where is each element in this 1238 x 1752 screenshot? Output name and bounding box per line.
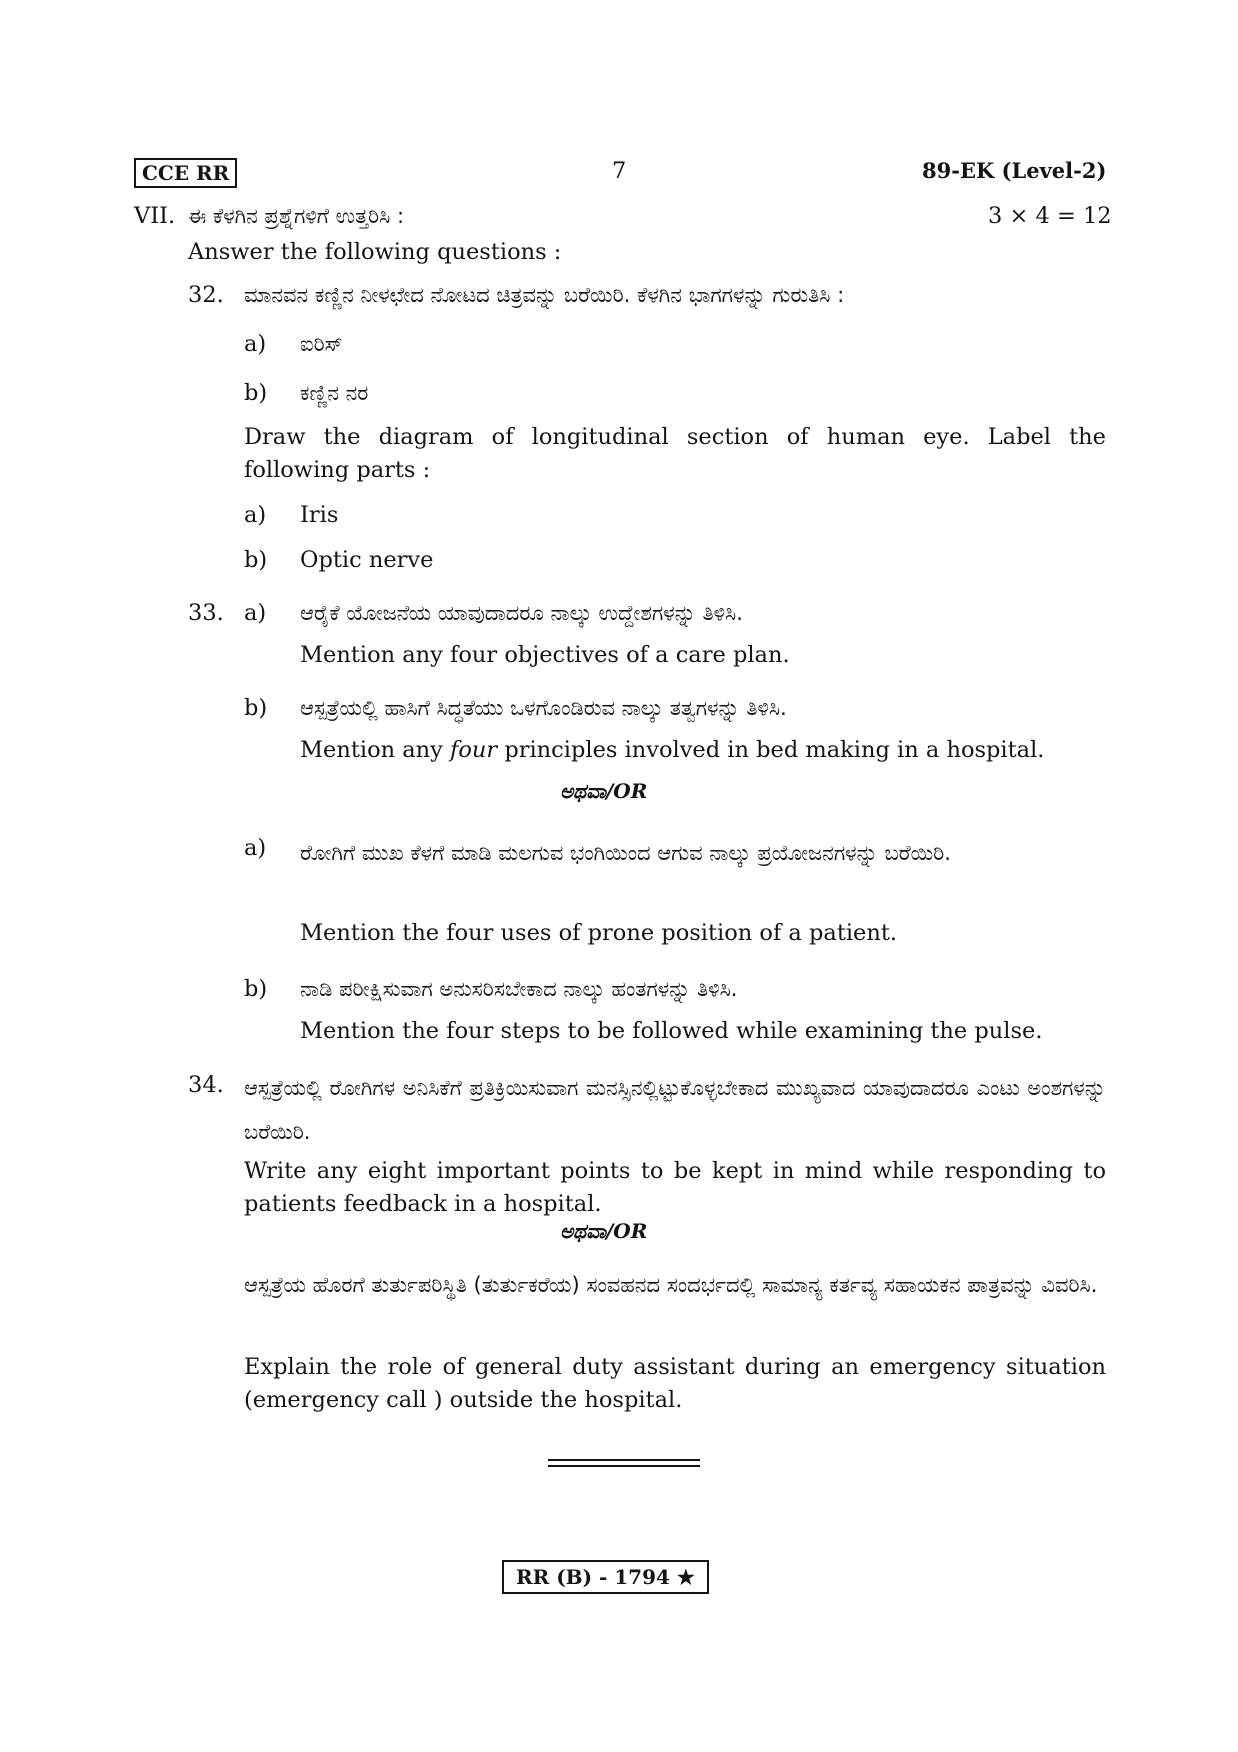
- q33-b-text-english: [300, 735, 1044, 765]
- header-left-code: CCE RR: [134, 158, 237, 188]
- q33-number: 33.: [188, 600, 224, 626]
- q33-b-text-english-pre: Mention any: [300, 737, 451, 763]
- q32-part-b-text-english: Optic nerve: [300, 547, 434, 573]
- q32-part-a-text-english: Iris: [300, 502, 339, 528]
- q33-a-text-kannada: ಆರೈಕೆ ಯೋಜನೆಯ ಯಾವುದಾದರೂ ನಾಲ್ಕು ಉದ್ದೇಶಗಳನ್ನು ತಿಳಿಸಿ.: [300, 601, 743, 625]
- q32-part-b-text-kannada: ಕಣ್ಣಿನ ನರ: [300, 381, 369, 405]
- section-number: VII.: [134, 203, 176, 229]
- q33-b-label: b): [244, 695, 268, 721]
- q33-or-separator: ಅಥವಾ/OR: [560, 779, 648, 803]
- q33-a-label: a): [244, 600, 267, 626]
- q33-alt-a-text-kannada: ರೋಗಿಗೆ ಮುಖ ಕೆಳಗೆ ಮಾಡಿ ಮಲಗುವ ಭಂಗಿಯಿಂದ ಆಗುವ ನಾಲ್ಕು ಪ್ರಯೋಜನಗಳನ್ನು ಬರೆಯಿರಿ.: [300, 841, 951, 865]
- q32-number: 32.: [188, 282, 224, 308]
- q33-b-text-english-italic: four: [450, 737, 498, 763]
- q33-alt-b-label: b): [244, 976, 268, 1002]
- q33-alt-b-text-english: Mention the four steps to be followed while examining the pulse.: [300, 1018, 1043, 1044]
- q32-part-a-label-english: a): [244, 502, 267, 528]
- footer-code: RR (B) - 1794 ★: [502, 1560, 709, 1594]
- q34-text-kannada: ಆಸ್ಪತ್ರೆಯಲ್ಲಿ ರೋಗಿಗಳ ಅನಿಸಿಕೆಗೆ ಪ್ರತಿಕ್ರಿಯಿಸುವಾಗ ಮನಸ್ಸಿನಲ್ಲಿಟ್ಟುಕೊಳ್ಳಬೇಕಾದ ಮುಖ್ಯವಾದ ಯಾವುದಾದರೂ ಎಂಟು ಅಂಶಗಳನ್ನು ಬರೆಯಿರಿ.: [244, 1076, 1106, 1144]
- q34-alt-text-kannada: ಆಸ್ಪತ್ರೆಯ ಹೊರಗೆ ತುರ್ತುಪರಿಸ್ಥಿತಿ (ತುರ್ತುಕರೆಯ) ಸಂವಹನದ ಸಂದರ್ಭದಲ್ಲಿ ಸಾಮಾನ್ಯ ಕರ್ತವ್ಯ ಸಹಾಯಕನ ಪಾತ್ರವನ್ನು ವಿವರಿಸಿ.: [244, 1273, 1098, 1297]
- q33-a-text-english: Mention any four objectives of a care plan.: [300, 642, 790, 668]
- q34-number: 34.: [188, 1072, 224, 1098]
- q34-text-english: Write any eight important points to be kept in mind while responding to patients feedback in a hospital.: [244, 1158, 1106, 1217]
- q33-b-text-kannada: ಆಸ್ಪತ್ರೆಯಲ್ಲಿ ಹಾಸಿಗೆ ಸಿದ್ಧತೆಯು ಒಳಗೊಂಡಿರುವ ನಾಲ್ಕು ತತ್ವಗಳನ್ನು ತಿಳಿಸಿ.: [300, 696, 787, 720]
- page-number: 7: [612, 158, 627, 184]
- q33-alt-a-label: a): [244, 835, 267, 861]
- header-right-code: 89-EK (Level-2): [922, 158, 1107, 183]
- q32-part-b-label-kannada: b): [244, 380, 268, 406]
- section-marks: 3 × 4 = 12: [988, 203, 1112, 229]
- q33-b-text-english-post: principles involved in bed making in a hospital.: [497, 737, 1045, 763]
- q32-part-a-text-kannada: ಐರಿಸ್: [300, 332, 343, 356]
- q32-text-kannada: ಮಾನವನ ಕಣ್ಣಿನ ನೀಳಛೇದ ನೋಟದ ಚಿತ್ರವನ್ನು ಬರೆಯಿರಿ. ಕೆಳಗಿನ ಭಾಗಗಳನ್ನು ಗುರುತಿಸಿ :: [244, 283, 845, 307]
- end-rule-bottom: [548, 1465, 700, 1467]
- q34-alt-text-english: Explain the role of general duty assistant during an emergency situation (emergency call ) outside the hospital.: [244, 1354, 1106, 1413]
- end-rule-top: [548, 1459, 700, 1461]
- q34-or-separator: ಅಥವಾ/OR: [560, 1219, 648, 1243]
- q32-part-b-label-english: b): [244, 547, 268, 573]
- q33-alt-a-text-english: Mention the four uses of prone position of a patient.: [300, 920, 898, 946]
- q33-alt-b-text-kannada: ನಾಡಿ ಪರೀಕ್ಷಿಸುವಾಗ ಅನುಸರಿಸಬೇಕಾದ ನಾಲ್ಕು ಹಂತಗಳನ್ನು ತಿಳಿಸಿ.: [300, 977, 738, 1001]
- q32-part-a-label-kannada: a): [244, 331, 267, 357]
- section-title-kannada: ಈ ಕೆಳಗಿನ ಪ್ರಶ್ನೆಗಳಿಗೆ ಉತ್ತರಿಸಿ :: [188, 204, 405, 228]
- q32-text-english: Draw the diagram of longitudinal section of human eye. Label the following parts :: [244, 424, 1106, 483]
- section-title-english: Answer the following questions :: [188, 239, 562, 265]
